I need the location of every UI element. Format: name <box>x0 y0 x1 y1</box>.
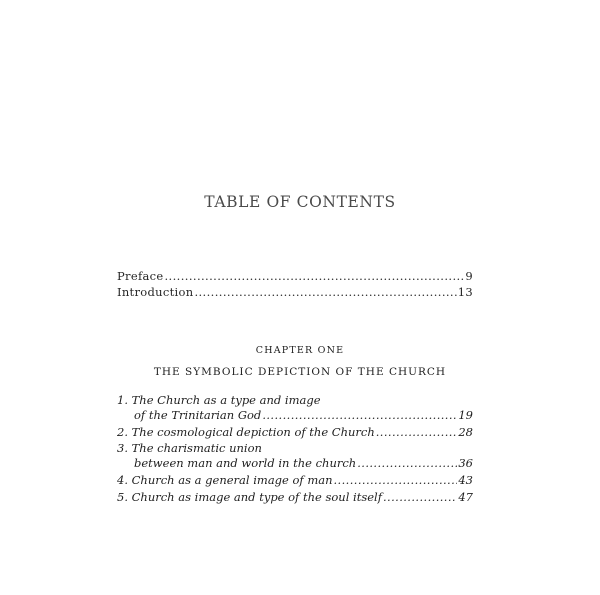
toc-entry-page: 28 <box>458 425 473 439</box>
toc-entry-label: 2. The cosmological depiction of the Church <box>117 425 375 439</box>
toc-entry-page: 13 <box>457 285 473 299</box>
section-3-line1: 3. The charismatic union <box>117 441 262 455</box>
toc-entry-section-3 <box>134 455 473 471</box>
dot-leader <box>357 455 457 471</box>
toc-entry-label: 5. Church as image and type of the soul itself <box>117 490 382 504</box>
toc-entry-label: of the Trinitarian God <box>134 408 262 422</box>
dot-leader <box>262 407 457 423</box>
toc-entry-page: 36 <box>458 456 473 470</box>
toc-entry-label: Introduction <box>117 285 194 299</box>
toc-entry-label: between man and world in the church <box>134 456 357 470</box>
toc-entry-page: 47 <box>458 490 473 504</box>
toc-entry-section-1 <box>134 407 473 423</box>
toc-entry-preface <box>117 268 473 284</box>
toc-entry-section-4 <box>117 472 473 488</box>
toc-heading: TABLE OF CONTENTS <box>204 193 396 211</box>
dot-leader <box>194 284 456 300</box>
toc-entry-introduction <box>117 284 473 300</box>
dot-leader <box>383 489 457 505</box>
dot-leader <box>334 472 458 488</box>
chapter-title: THE SYMBOLIC DEPICTION OF THE CHURCH <box>153 366 447 378</box>
toc-entry-section-2 <box>117 424 473 440</box>
toc-entry-page: 9 <box>465 269 473 283</box>
dot-leader <box>165 268 465 284</box>
dot-leader <box>376 424 458 440</box>
toc-entry-label: Preface <box>117 269 164 283</box>
section-1-line1: 1. The Church as a type and image <box>117 393 321 407</box>
toc-entry-page: 43 <box>458 473 473 487</box>
toc-entry-label: 4. Church as a general image of man <box>117 473 333 487</box>
toc-entry-page: 19 <box>458 408 473 422</box>
chapter-label: CHAPTER ONE <box>255 345 345 356</box>
toc-entry-section-5 <box>117 489 473 505</box>
